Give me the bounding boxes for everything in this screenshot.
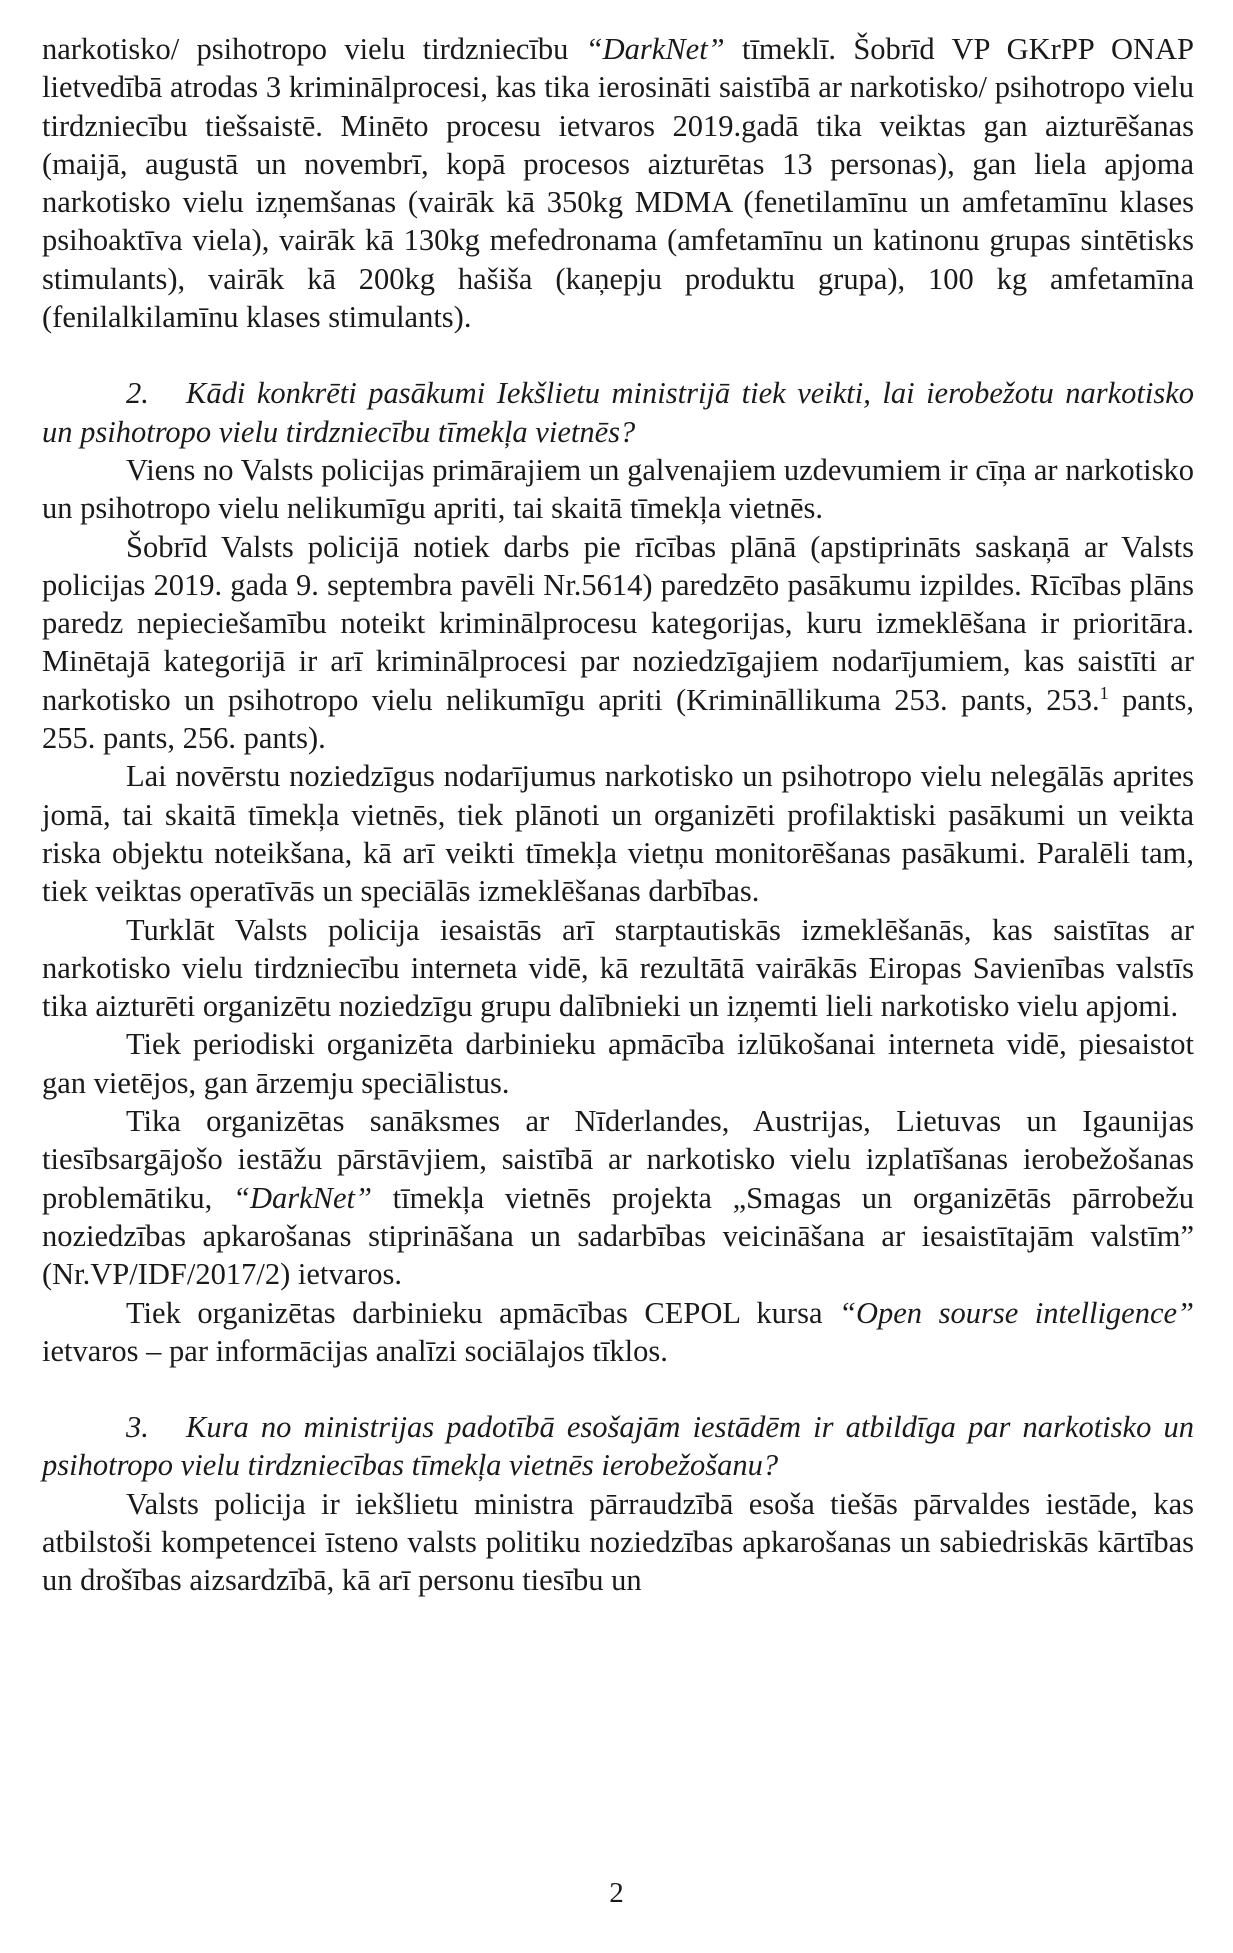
question-3-number: 3.	[126, 1410, 149, 1445]
answer-3-paragraph-1: Valsts policija ir iekšlietu ministra pārraudzībā esoša tiešās pārvaldes iestāde, kas atbilstoši kompetencei īsteno valsts politiku noziedzības apkarošanas un sabiedriskās kārtības un drošības aizsardzībā, kā arī personu tiesību un	[42, 1486, 1194, 1598]
answer-2-paragraph-1: Viens no Valsts policijas primārajiem un galvenajiem uzdevumiem ir cīņa ar narkotisko un psihotropo vielu nelikumīgu apriti, tai skaitā tīmekļa vietnēs.	[42, 452, 1194, 526]
darknet-term-2: “DarkNet”	[232, 1180, 372, 1215]
answer-2-paragraph-3: Lai novērstu noziedzīgus nodarījumus narkotisko un psihotropo vielu nelegālās aprites jomā, tai skaitā tīmekļa vietnēs, tiek plānoti un organizēti profilaktiski pasākumi un veikta riska objektu noteikšana, kā arī veikti tīmekļa vietņu monitorēšanas pasākumi. Paralēli tam, tiek veiktas operatīvās un speciālās izmeklēšanas darbības.	[42, 759, 1194, 909]
question-2-text: Kādi konkrēti pasākumi Iekšlietu ministrijā tiek veikti, lai ierobežotu narkotisko un psihotropo vielu tirdzniecību tīmekļa vietnēs?	[42, 376, 1194, 449]
article-superscript: 1	[1099, 682, 1109, 703]
intro-text-2: tīmeklī. Šobrīd VP GKrPP ONAP lietvedībā atrodas 3 kriminālprocesi, kas tika ierosināti saistībā ar narkotisko/ psihotropo vielu tirdzniecību tiešsaistē. Minēto procesu ietvaros 2019.gadā tika veiktas gan aizturēšanas (maijā, augustā un novembrī, kopā procesos aizturētas 13 personas), gan liela apjoma narkotisko vielu izņemšanas (vairāk kā 350kg MDMA (fenetilamīnu un amfetamīnu klases psihoaktīva viela), vairāk kā 130kg mefedronama (amfetamīnu un katinonu grupas sintētisks stimulants), vairāk kā 200kg hašiša (kaņepju produktu grupa), 100 kg amfetamīna (fenilalkilamīnu klases stimulants).	[42, 32, 1194, 335]
page-number: 2	[609, 1877, 624, 1909]
paragraph-gap	[42, 336, 1194, 374]
answer-2-paragraph-7	[42, 1294, 1194, 1371]
question-3-text: Kura no ministrijas padotībā esošajām iestādēm ir atbildīga par narkotisko un psihotropo vielu tirdzniecības tīmekļa vietnēs ierobežošanu?	[42, 1410, 1194, 1483]
answer-2-paragraph-5: Tiek periodiski organizēta darbinieku apmācība izlūkošanai interneta vidē, piesaistot gan vietējos, gan ārzemju speciālistus.	[42, 1027, 1194, 1100]
question-3	[42, 1408, 1194, 1485]
answer-2-paragraph-2-text-1: Šobrīd Valsts policijā notiek darbs pie rīcības plānā (apstiprināts saskaņā ar Valsts policijas 2019. gada 9. septembra pavēli Nr.5614) paredzēto pasākumu izpildes. Rīcības plāns paredz nepieciešamību noteikt kriminālprocesu kategorijas, kuru izmeklēšana ir prioritāra. Minētajā kategorijā ir arī kriminālprocesi par noziedzīgajiem nodarījumiem, kas saistīti ar narkotisko un psihotropo vielu nelikumīgu apriti (Krimināllikuma 253. pants, 253.	[42, 529, 1194, 717]
question-2	[42, 374, 1194, 451]
answer-2-paragraph-6	[42, 1102, 1194, 1293]
answer-2-paragraph-6-text-1: Tika organizētas sanāksmes ar Nīderlandes, Austrijas, Lietuvas un Igaunijas tiesībsargājošo iestāžu pārstāvjiem, saistībā ar narkotisko vielu izplatīšanas ierobežošanas problemātiku,	[42, 1104, 1194, 1215]
answer-2-paragraph-2-text-2: pants, 255. pants, 256. pants).	[42, 682, 1194, 756]
intro-text-1: narkotisko/ psihotropo vielu tirdzniecību	[42, 32, 586, 66]
answer-2-paragraph-4: Turklāt Valsts policija iesaistās arī starptautiskās izmeklēšanās, kas saistītas ar narkotisko vielu tirdzniecību interneta vidē, kā rezultātā vairākās Eiropas Savienības valstīs tika aizturēti organizētu noziedzīgu grupu dalībnieki un izņemti lieli narkotisko vielu apjomi.	[42, 912, 1194, 1024]
document-body	[42, 30, 1194, 1600]
paragraph-gap-2	[42, 1370, 1194, 1408]
course-title: “Open sourse intelligence”	[839, 1295, 1195, 1330]
answer-2-paragraph-7-text-2: ietvaros – par informācijas analīzi sociālajos tīklos.	[42, 1333, 668, 1368]
intro-paragraph	[42, 30, 1194, 336]
answer-2-paragraph-6-text-2: tīmekļa vietnēs projekta „Smagas un organizētās pārrobežu noziedzības apkarošanas stiprināšana un sadarbības veicināšana ar iesaistītajām valstīm” (Nr.VP/IDF/2017/2) ietvaros.	[42, 1180, 1194, 1292]
answer-2-paragraph-7-text-1: Tiek organizētas darbinieku apmācības CEPOL kursa	[126, 1295, 840, 1330]
darknet-term: “DarkNet”	[585, 32, 725, 66]
answer-2-paragraph-2	[42, 528, 1194, 758]
question-2-number: 2.	[126, 376, 149, 411]
